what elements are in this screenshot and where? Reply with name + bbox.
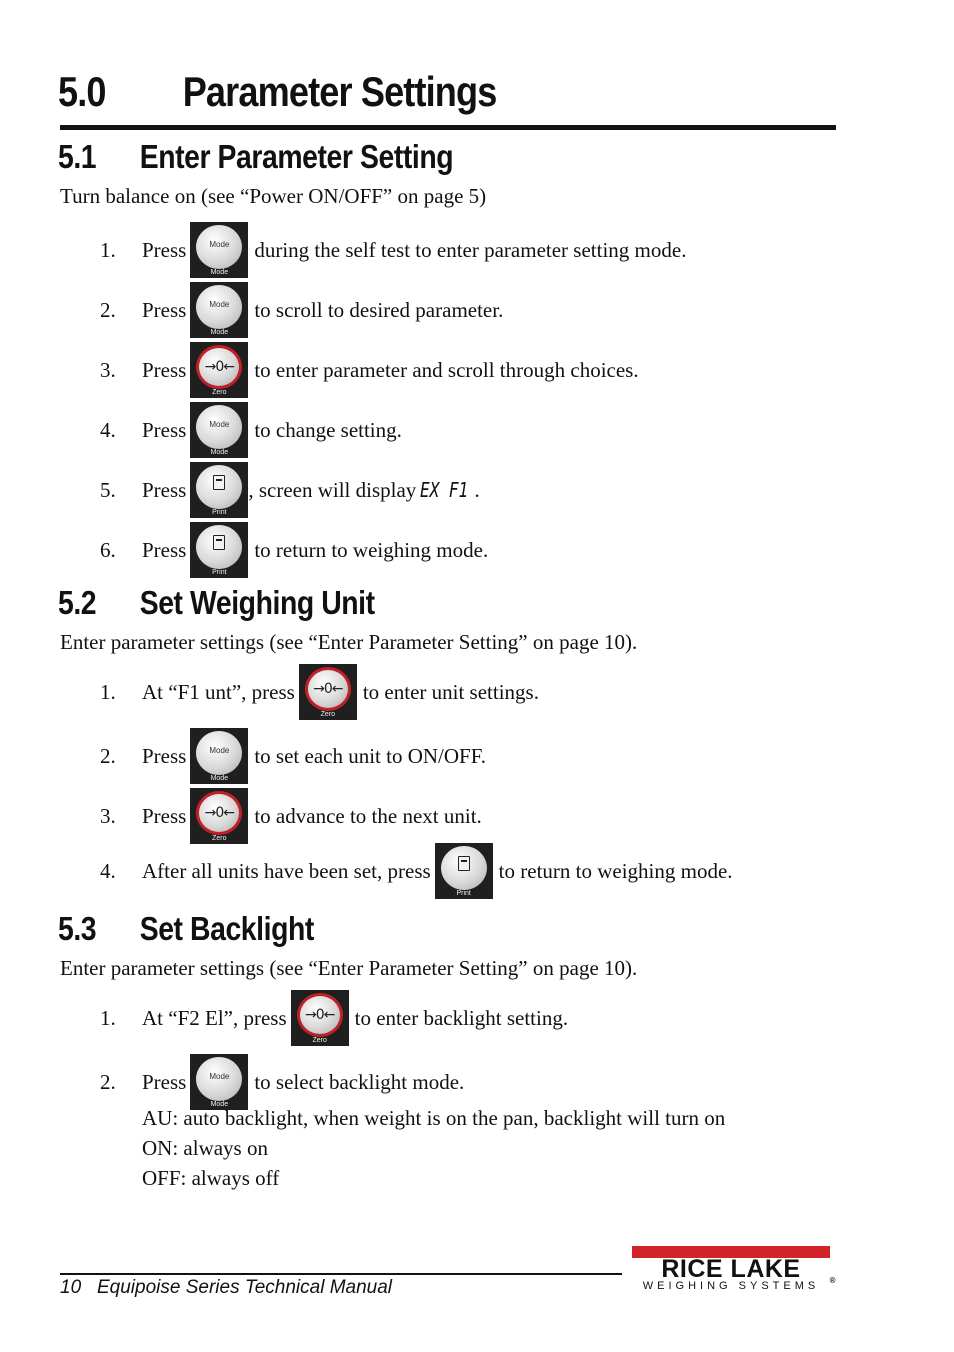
section-title: Set Weighing Unit — [139, 584, 375, 621]
key-face-label: Mode — [209, 240, 230, 249]
step-item — [100, 522, 488, 578]
step-text-after: to change setting. — [254, 417, 402, 442]
page-number: 10 — [60, 1277, 82, 1298]
zero-key-icon — [291, 990, 349, 1046]
step-text-before: At “F1 unt”, press — [142, 679, 295, 704]
step-number: 6. — [100, 537, 116, 562]
step-text-before: Press — [142, 537, 187, 562]
print-key-icon — [190, 522, 248, 578]
step-number: 1. — [100, 679, 116, 704]
step-number: 2. — [100, 297, 116, 322]
step-text-after: to scroll to desired parameter. — [254, 297, 504, 322]
step-item — [100, 462, 480, 518]
backlight-option: ON: always on — [142, 1136, 268, 1160]
mode-key-icon — [190, 222, 248, 278]
step-number: 2. — [100, 1069, 116, 1094]
rice-lake-logo — [632, 1246, 836, 1294]
key-face-label: Mode — [209, 746, 230, 755]
step-text-before: Press — [142, 803, 187, 828]
section-heading-5-3 — [58, 910, 314, 948]
step-item — [100, 788, 482, 844]
step-text-before: Press — [142, 1069, 187, 1094]
footer-rule — [60, 1273, 622, 1275]
key-face-label: Mode — [209, 420, 230, 429]
step-item — [100, 664, 539, 720]
print-key-icon — [435, 843, 493, 899]
step-number: 3. — [100, 803, 116, 828]
print-key-icon — [190, 462, 248, 518]
step-item — [100, 728, 486, 784]
step-text-tail: . — [474, 477, 480, 502]
step-text-before: Press — [142, 297, 187, 322]
zero-symbol: →0← — [204, 805, 235, 821]
section-number: 5.3 — [58, 910, 97, 947]
step-text-after: during the self test to enter parameter setting mode. — [254, 237, 687, 262]
step-number: 4. — [100, 417, 116, 442]
step-text-after: , screen will display — [248, 477, 417, 502]
step-text-before: Press — [142, 743, 187, 768]
step-item — [100, 990, 568, 1046]
step-text-after: to enter unit settings. — [362, 679, 539, 704]
mode-key-icon — [190, 728, 248, 784]
section-heading-5-2 — [58, 584, 375, 622]
key-caption: Zero — [320, 711, 336, 718]
manual-title: Equipoise Series Technical Manual — [96, 1277, 393, 1298]
step-text-before: After all units have been set, press — [142, 858, 431, 883]
step-item — [100, 342, 639, 398]
step-text-after: to enter parameter and scroll through choices. — [254, 357, 639, 382]
step-item — [100, 843, 733, 899]
step-text-before: At “F2 El”, press — [142, 1005, 287, 1030]
zero-key-icon — [190, 342, 248, 398]
step-number: 5. — [100, 477, 116, 502]
step-item — [100, 1054, 464, 1110]
lcd-display-text: EX F1 — [420, 478, 469, 502]
step-item — [100, 402, 402, 458]
zero-key-icon — [299, 664, 357, 720]
section-title: Set Backlight — [139, 910, 314, 947]
zero-symbol: →0← — [313, 681, 343, 697]
section-number: 5.1 — [58, 138, 97, 175]
step-text-after: to set each unit to ON/OFF. — [254, 743, 486, 768]
section-number: 5.2 — [58, 584, 97, 621]
backlight-option: OFF: always off — [142, 1166, 280, 1190]
step-number: 2. — [100, 743, 116, 768]
step-number: 1. — [100, 1005, 116, 1030]
step-text-after: to return to weighing mode. — [254, 537, 489, 562]
key-caption: Mode — [210, 449, 229, 456]
logo-name: RICE LAKE ® — [632, 1254, 830, 1284]
step-item — [100, 222, 686, 278]
zero-symbol: →0← — [304, 1007, 335, 1023]
key-caption: Mode — [210, 329, 229, 336]
zero-symbol: →0← — [204, 359, 235, 375]
key-caption: Print — [456, 890, 471, 897]
step-text-after: to enter backlight setting. — [354, 1005, 569, 1030]
key-caption: Zero — [212, 389, 227, 396]
step-number: 4. — [100, 858, 116, 883]
logo-subtitle: WEIGHING SYSTEMS — [642, 1280, 820, 1292]
footer — [60, 1277, 392, 1299]
section-intro: Turn balance on (see “Power ON/OFF” on page 5) — [60, 184, 487, 208]
mode-key-icon — [190, 402, 248, 458]
print-symbol-icon — [458, 856, 470, 871]
key-caption: Print — [212, 569, 227, 576]
print-symbol-icon — [213, 535, 225, 550]
key-caption: Mode — [210, 269, 229, 276]
section-heading-5-1 — [58, 138, 453, 176]
step-text-after: to select backlight mode. — [254, 1069, 465, 1094]
key-caption: Mode — [210, 1101, 229, 1108]
key-face-label: Mode — [209, 1072, 230, 1081]
key-caption: Print — [212, 509, 227, 516]
zero-key-icon — [190, 788, 248, 844]
section-title: Enter Parameter Setting — [139, 138, 454, 175]
step-text-before: Press — [142, 237, 187, 262]
step-text-before: Press — [142, 477, 187, 502]
section-intro: Enter parameter settings (see “Enter Parameter Setting” on page 10). — [60, 956, 638, 980]
backlight-option: AU: auto backlight, when weight is on the pan, backlight will turn on — [142, 1106, 726, 1130]
print-symbol-icon — [213, 475, 225, 490]
key-face-label: Mode — [209, 300, 230, 309]
key-caption: Zero — [212, 835, 227, 842]
mode-key-icon — [190, 282, 248, 338]
step-number: 1. — [100, 237, 116, 262]
chapter-heading — [58, 68, 496, 116]
section-intro: Enter parameter settings (see “Enter Parameter Setting” on page 10). — [60, 630, 638, 654]
step-text-after: to return to weighing mode. — [498, 858, 733, 883]
step-item — [100, 282, 503, 338]
key-caption: Mode — [210, 775, 229, 782]
mode-key-icon — [190, 1054, 248, 1110]
step-text-before: Press — [142, 357, 187, 382]
logo-registered-mark: ® — [829, 1276, 836, 1285]
chapter-rule — [60, 125, 836, 130]
chapter-title: Parameter Settings — [182, 68, 497, 115]
step-text-after: to advance to the next unit. — [254, 803, 482, 828]
chapter-number: 5.0 — [58, 68, 106, 115]
step-number: 3. — [100, 357, 116, 382]
step-text-before: Press — [142, 417, 187, 442]
key-caption: Zero — [312, 1037, 327, 1044]
